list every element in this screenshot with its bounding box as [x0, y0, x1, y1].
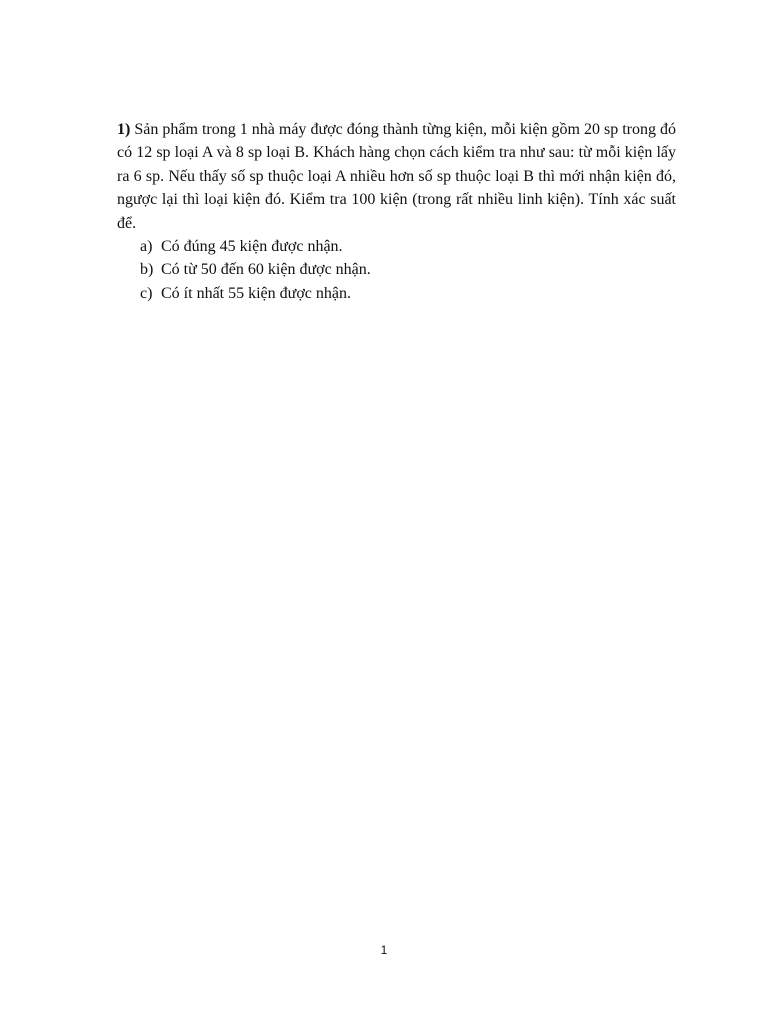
option-marker: b) [140, 261, 154, 279]
problem-statement: Sản phẩm trong 1 nhà máy được đóng thành từng kiện, mỗi kiện gồm 20 sp trong đó có 12 sp loại A và 8 sp loại B. Khách hàng chọn cách kiểm tra như sau: từ mỗi kiện lấy ra 6 sp. Nếu thấy số sp thuộc loại A nhiều hơn số sp thuộc loại B thì mới nhận kiện đó, ngược lại thì loại kiện đó. Kiểm tra 100 kiện (trong rất nhiều linh kiện). Tính xác suất để. [117, 121, 677, 232]
problem-paragraph [117, 118, 676, 235]
option-text: Có từ 50 đến 60 kiện được nhận. [161, 261, 371, 279]
option-marker: a) [140, 238, 153, 256]
option-text: Có đúng 45 kiện được nhận. [161, 238, 343, 256]
option-marker: c) [140, 284, 153, 302]
option-a [117, 235, 676, 258]
page-number: 1 [380, 943, 388, 957]
answer-options-list [117, 235, 676, 305]
problem-block [117, 118, 676, 305]
option-b [117, 258, 676, 281]
problem-number: 1) [117, 121, 131, 138]
option-text: Có ít nhất 55 kiện được nhận. [161, 284, 351, 302]
option-c [117, 282, 676, 305]
